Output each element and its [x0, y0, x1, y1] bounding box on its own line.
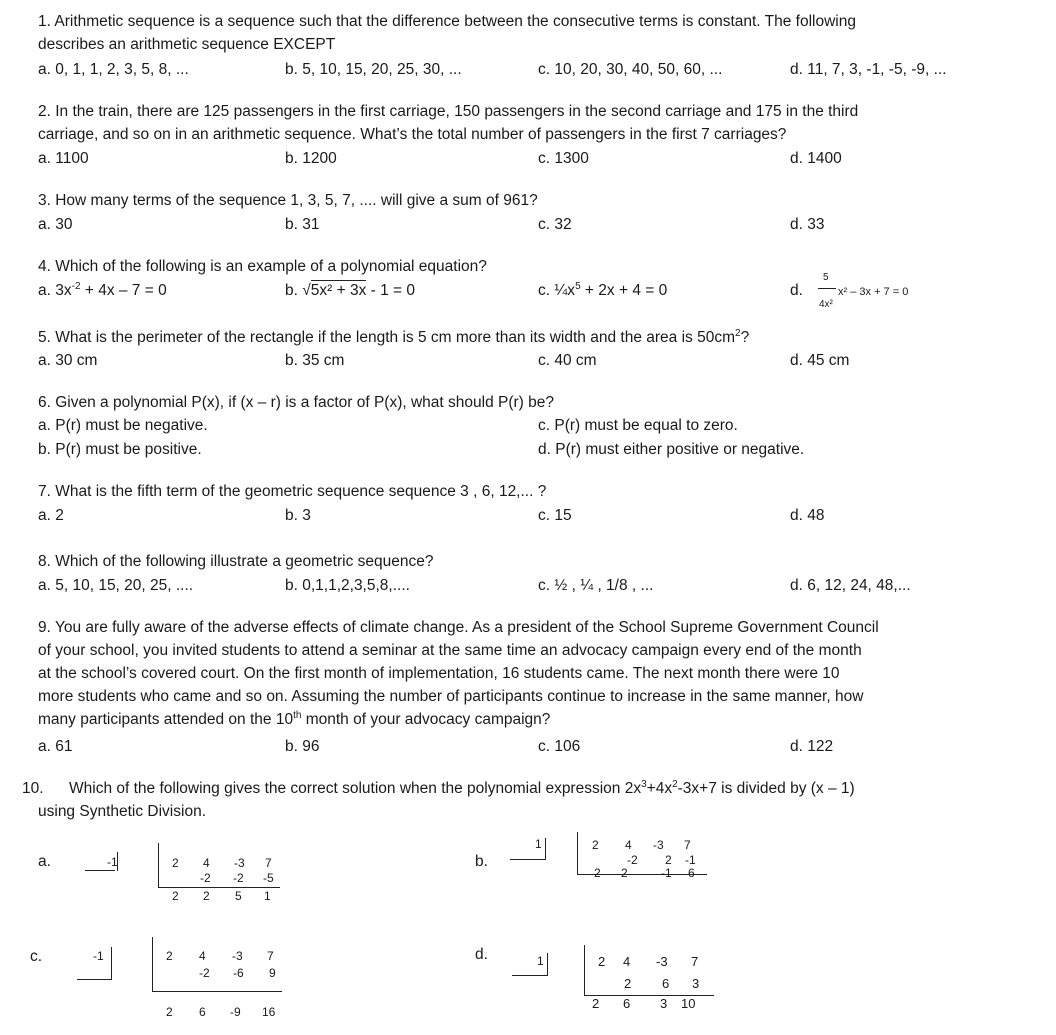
q10-c-root-underline: [77, 979, 111, 980]
q10-a-r3-1: 2: [203, 889, 210, 903]
q8-stem: 8. Which of the following illustrate a geometric sequence?: [38, 553, 434, 570]
q4-d-post: x² – 3x + 7 = 0: [838, 286, 909, 298]
q10-stem-line2: using Synthetic Division.: [38, 803, 206, 820]
q2-choice-d: d. 1400: [790, 150, 842, 167]
q4-stem: 4. Which of the following is an example of a polynomial equation?: [38, 258, 487, 275]
q10-a-root: -1: [107, 855, 118, 869]
q5-choice-b: b. 35 cm: [285, 352, 345, 369]
q10-a-r2-2: -5: [263, 871, 274, 885]
q10-a-root-underline: [85, 870, 115, 871]
q10-b-root-bracket: [545, 838, 546, 860]
q10-c-r3-0: 2: [166, 1005, 173, 1019]
q9-choice-b: b. 96: [285, 738, 320, 755]
q10-d-r2-2: 3: [692, 976, 700, 991]
q9-choice-d: d. 122: [790, 738, 834, 755]
q10-d-r3-3: 10: [681, 996, 696, 1011]
q2-stem-line2: carriage, and so on in an arithmetic sequence. What’s the total number of passengers in the first 7 carriages?: [38, 126, 787, 143]
q9-stem-line2: of your school, you invited students to attend a seminar at the same time an advocacy campaign every end of the month: [38, 642, 862, 659]
q7-stem: 7. What is the fifth term of the geometric sequence sequence 3 , 6, 12,... ?: [38, 483, 547, 500]
q4-c-post: + 2x + 4 = 0: [580, 282, 668, 299]
q6-choice-c: c. P(r) must be equal to zero.: [538, 417, 738, 434]
q10-d-r2-1: 6: [662, 976, 670, 991]
q3-choice-a: a. 30: [38, 216, 73, 233]
q10-d-r1-0: 2: [598, 954, 606, 969]
q9-l5-pre: many participants attended on the 10: [38, 711, 294, 728]
q5-choice-d: d. 45 cm: [790, 352, 850, 369]
q10-stem-line1: [69, 779, 855, 799]
q10-b-r3-2: -1: [661, 866, 672, 880]
q5-choice-c: c. 40 cm: [538, 352, 597, 369]
q10-stem-mid: +4x: [646, 780, 673, 797]
q10-c-divisor-bar: [152, 937, 153, 991]
q10-b-r3-3: 6: [688, 866, 695, 880]
q7-choice-c: c. 15: [538, 507, 572, 524]
q10-d-r1-3: 7: [691, 954, 699, 969]
q10-c-r2-1: -6: [233, 966, 244, 980]
q10-choice-c-label: c.: [30, 948, 43, 965]
q10-c-r1-0: 2: [166, 949, 173, 963]
q3-choice-d: d. 33: [790, 216, 825, 233]
q9-l5-post: month of your advocacy campaign?: [301, 711, 551, 728]
q4-choice-a: [38, 281, 167, 301]
q1-choice-d: d. 11, 7, 3, -1, -5, -9, ...: [790, 61, 947, 78]
q10-c-root: -1: [93, 949, 104, 963]
q10-b-r1-2: -3: [653, 838, 664, 852]
q10-b-r3-1: 2: [621, 866, 628, 880]
q10-a-r3-0: 2: [172, 889, 179, 903]
q9-choice-a: a. 61: [38, 738, 73, 755]
q9-l5-exp: th: [293, 709, 302, 721]
q10-c-r1-3: 7: [267, 949, 274, 963]
q6-choice-a: a. P(r) must be negative.: [38, 417, 208, 434]
q4-c-pre: ¼x: [554, 282, 576, 299]
q10-a-r3-3: 1: [264, 889, 271, 903]
q10-b-root: 1: [535, 837, 542, 851]
q1-choice-a: a. 0, 1, 1, 2, 3, 5, 8, ...: [38, 61, 189, 78]
q8-choice-c: c. ½ , ¼ , 1/8 , ...: [538, 577, 654, 594]
q5-stem: [38, 328, 749, 348]
q4-d-denominator: 4x²: [819, 299, 833, 310]
q10-a-r1-2: -3: [234, 856, 245, 870]
q10-b-divisor-bar: [577, 832, 578, 874]
q1-choice-c: c. 10, 20, 30, 40, 50, 60, ...: [538, 61, 723, 78]
q4-b-post: - 1 = 0: [366, 282, 416, 299]
q10-stem-pre: Which of the following gives the correct solution when the polynomial expression 2x: [69, 780, 642, 797]
q4-choice-c: [538, 281, 667, 301]
q4-d-fraction-bar: [818, 288, 836, 289]
q7-choice-b: b. 3: [285, 507, 311, 524]
q3-stem: 3. How many terms of the sequence 1, 3, 5, 7, .... will give a sum of 961?: [38, 192, 538, 209]
q4-a-eq-post: + 4x – 7 = 0: [80, 282, 167, 299]
q4-c-label: c.: [538, 282, 551, 299]
q5-stem-pre: 5. What is the perimeter of the rectangle if the length is 5 cm more than its width and the area is 50cm: [38, 329, 735, 346]
q10-c-r3-3: 16: [262, 1005, 276, 1019]
q10-number: 10.: [22, 780, 44, 797]
q10-a-divisor-bar: [158, 843, 159, 887]
q8-choice-a: a. 5, 10, 15, 20, 25, ....: [38, 577, 194, 594]
q10-exp2: 2: [672, 778, 678, 790]
q3-choice-c: c. 32: [538, 216, 572, 233]
q10-b-r1-0: 2: [592, 838, 599, 852]
q9-stem-line1: 9. You are fully aware of the adverse effects of climate change. As a president of the School Supreme Government Council: [38, 619, 879, 636]
q4-choice-d-label: d.: [790, 282, 803, 299]
q10-d-root-bracket: [547, 953, 548, 976]
q10-a-sum-line: [158, 887, 280, 888]
q10-c-sum-line: [152, 991, 282, 992]
q10-b-r1-1: 4: [625, 838, 632, 852]
q10-d-r1-2: -3: [656, 954, 668, 969]
q10-d-divisor-bar: [584, 945, 585, 995]
q10-c-r2-2: 9: [269, 966, 276, 980]
q4-d-numerator: 5: [823, 272, 829, 283]
q10-d-r3-0: 2: [592, 996, 600, 1011]
q10-a-r2-0: -2: [200, 871, 211, 885]
q10-c-r3-1: 6: [199, 1005, 206, 1019]
q5-choice-a: a. 30 cm: [38, 352, 98, 369]
q7-choice-d: d. 48: [790, 507, 825, 524]
q10-c-root-bracket: [111, 947, 112, 980]
q10-stem-post: -3x+7 is divided by (x – 1): [677, 780, 855, 797]
q4-a-label: a.: [38, 282, 51, 299]
q2-choice-a: a. 1100: [38, 150, 89, 167]
q9-stem-line5: [38, 710, 550, 730]
q6-choice-d: d. P(r) must either positive or negative.: [538, 441, 805, 458]
q10-choice-a-label: a.: [38, 853, 51, 870]
q9-stem-line4: more students who came and so on. Assuming the number of participants continue to increase in the same manner, how: [38, 688, 864, 705]
q1-stem-line1: 1. Arithmetic sequence is a sequence such that the difference between the consecutive terms is constant. The following: [38, 13, 856, 30]
q10-b-root-underline: [510, 859, 545, 860]
q10-a-r1-3: 7: [265, 856, 272, 870]
q4-a-eq-pre: 3x: [55, 282, 72, 299]
q10-choice-d-label: d.: [475, 946, 488, 963]
q4-b-radicand: 5x² + 3x: [310, 282, 367, 299]
q5-stem-exp: 2: [735, 327, 741, 339]
q7-choice-a: a. 2: [38, 507, 64, 524]
q10-a-r3-2: 5: [235, 889, 242, 903]
q6-choice-b: b. P(r) must be positive.: [38, 441, 202, 458]
q10-d-r3-1: 6: [623, 996, 631, 1011]
q2-choice-b: b. 1200: [285, 150, 337, 167]
q10-b-r2-2: -1: [685, 853, 696, 867]
q4-b-label: b.: [285, 282, 298, 299]
q10-a-r1-1: 4: [203, 856, 210, 870]
q6-stem: 6. Given a polynomial P(x), if (x – r) is a factor of P(x), what should P(r) be?: [38, 394, 554, 411]
q10-d-r3-2: 3: [660, 996, 668, 1011]
q2-choice-c: c. 1300: [538, 150, 589, 167]
q10-b-r1-3: 7: [684, 838, 691, 852]
q10-a-r1-0: 2: [172, 856, 179, 870]
q10-c-r1-1: 4: [199, 949, 206, 963]
q8-choice-b: b. 0,1,1,2,3,5,8,....: [285, 577, 410, 594]
q2-stem-line1: 2. In the train, there are 125 passengers in the first carriage, 150 passengers in the second carriage and 175 in the third: [38, 103, 859, 120]
q10-a-r2-1: -2: [233, 871, 244, 885]
q9-choice-c: c. 106: [538, 738, 581, 755]
q10-d-root: 1: [537, 954, 544, 968]
q10-c-r2-0: -2: [199, 966, 210, 980]
q10-choice-b-label: b.: [475, 853, 488, 870]
q5-stem-post: ?: [740, 329, 750, 346]
q10-d-r1-1: 4: [623, 954, 631, 969]
radical-sign: √: [302, 282, 311, 299]
q1-choice-b: b. 5, 10, 15, 20, 25, 30, ...: [285, 61, 462, 78]
q4-c-exp: 5: [575, 280, 581, 292]
q10-d-r2-0: 2: [624, 976, 632, 991]
q10-d-root-underline: [512, 975, 547, 976]
q10-a-root-bracket: [117, 852, 118, 871]
q10-c-r3-2: -9: [230, 1005, 241, 1019]
q4-choice-b: [285, 281, 415, 301]
q1-stem-line2: describes an arithmetic sequence EXCEPT: [38, 36, 336, 53]
q10-b-r2-1: 2: [665, 853, 672, 867]
q10-b-r3-0: 2: [594, 866, 601, 880]
q3-choice-b: b. 31: [285, 216, 320, 233]
q10-b-r2-0: -2: [627, 853, 638, 867]
q10-c-r1-2: -3: [232, 949, 243, 963]
q9-stem-line3: at the school’s covered court. On the first month of implementation, 16 students came. The next month there were 10: [38, 665, 840, 682]
q10-exp3: 3: [641, 778, 647, 790]
q4-a-exp: -2: [71, 280, 81, 292]
q8-choice-d: d. 6, 12, 24, 48,...: [790, 577, 911, 594]
